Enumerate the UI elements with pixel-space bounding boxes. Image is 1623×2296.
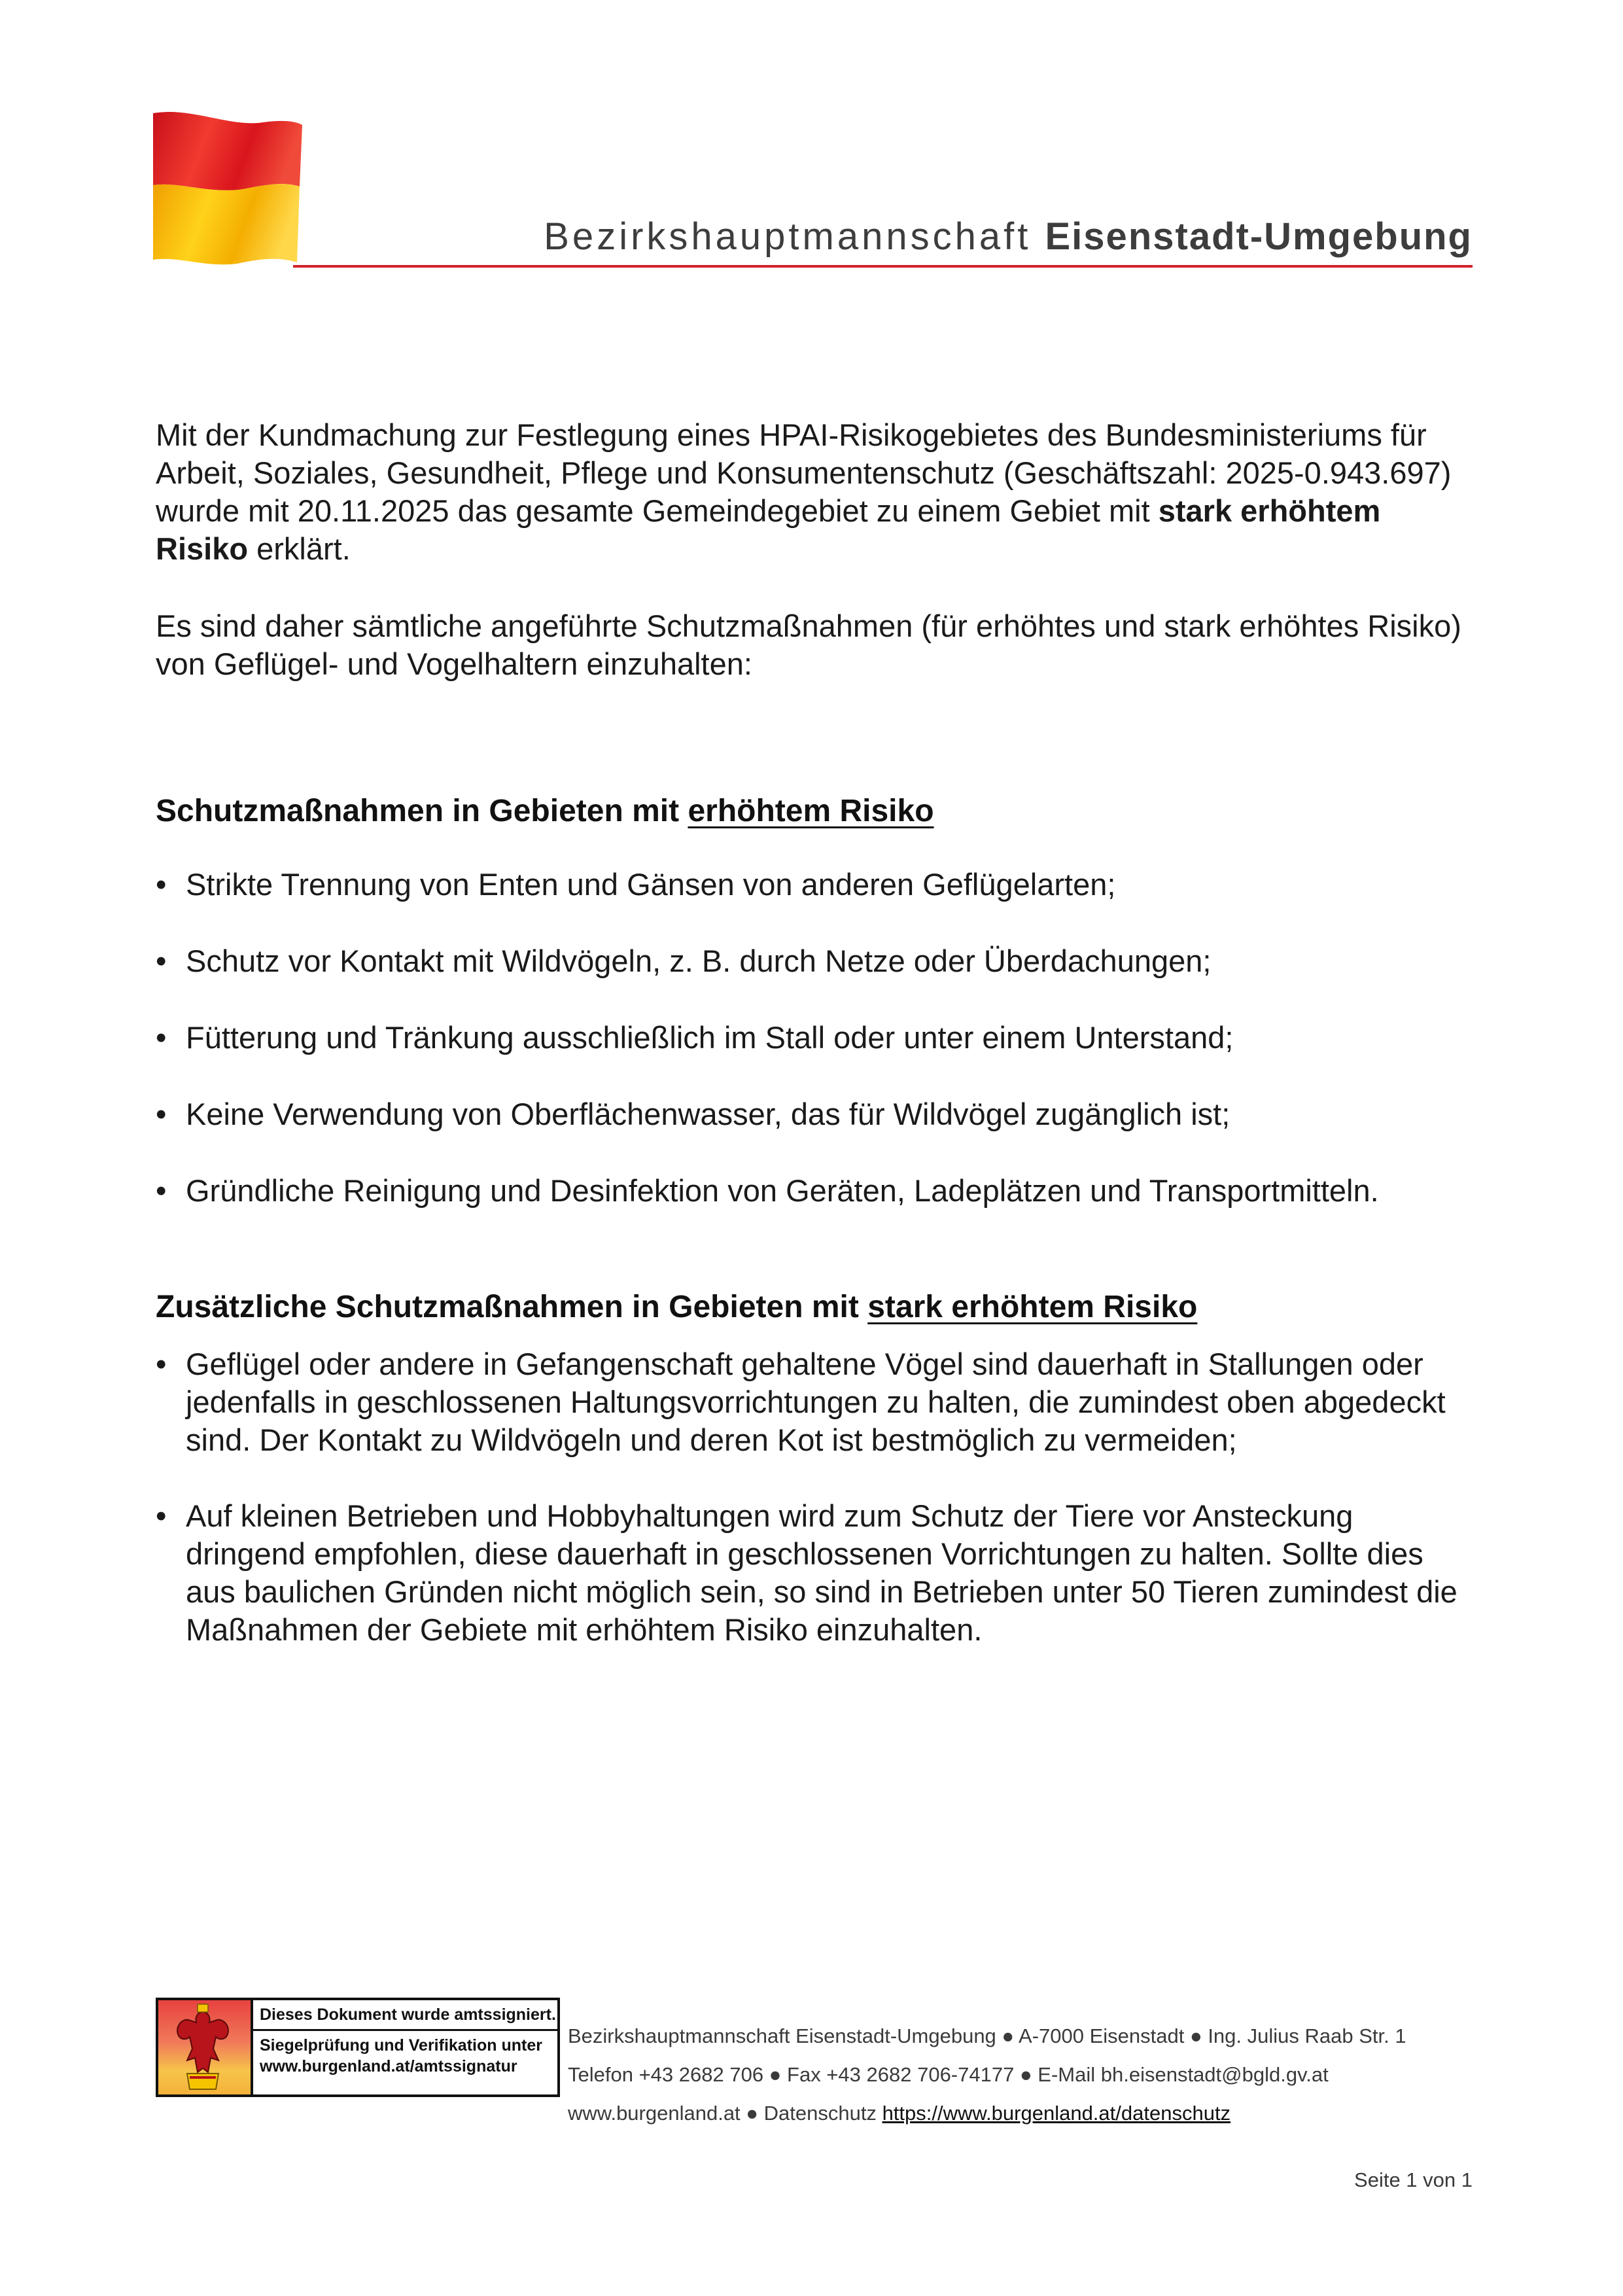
authority-title-normal: Bezirkshauptmannschaft [544, 215, 1032, 258]
intro-text: Mit der Kundmachung zur Festlegung eines HPAI-Risikogebietes des Bundesministeriums für Arbeit, Soziales, Gesundheit, Pflege und Konsumentenschutz (Geschäftszahl: 2025-0.943.697) wurde mit 20.11.2025 das gesamte Gemeindegebiet zu einem Gebiet mit [156, 417, 1452, 528]
seal-text [253, 2000, 557, 2094]
intro-paragraph-1 [156, 416, 1477, 568]
list-item-text: Auf kleinen Betrieben und Hobbyhaltungen wird zum Schutz der Tiere vor Ansteckung dringend empfohlen, diese dauerhaft in geschlossenen Vorrichtungen zu halten. Sollte dies aus baulichen Gründen nicht möglich sein, so sind in Betrieben unter 50 Tieren zumindest die Maßnahmen der Gebiete mit erhöhtem Risiko einzuhalten. [186, 1498, 1457, 1647]
list-item-text: Strikte Trennung von Enten und Gänsen von anderen Geflügelarten; [186, 867, 1116, 902]
section-heading-high-risk [156, 1289, 1197, 1325]
list-item-text: Schutz vor Kontakt mit Wildvögeln, z. B. durch Netze oder Überdachungen; [186, 944, 1212, 978]
list-item: • Auf kleinen Betrieben und Hobbyhaltungen wird zum Schutz der Tiere vor Ansteckung dringend empfohlen, diese dauerhaft in geschlossenen Vorrichtungen zu halten. Sollte dies aus baulichen Gründen nicht möglich sein, so sind in Betrieben unter 50 Tieren zumindest die Maßnahmen der Gebiete mit erhöhtem Risiko einzuhalten. [156, 1498, 1457, 1647]
amtssignatur-seal [156, 1998, 560, 2097]
list-item-text: Keine Verwendung von Oberflächenwasser, das für Wildvögel zugänglich ist; [186, 1097, 1230, 1131]
burgenland-flag-logo [152, 108, 304, 265]
footer-web [568, 2094, 1406, 2132]
coat-of-arms-icon [158, 2000, 253, 2094]
authority-title-bold: Eisenstadt-Umgebung [1045, 215, 1473, 258]
section-heading-underlined: stark erhöhtem Risiko [867, 1290, 1198, 1324]
list-item: • Geflügel oder andere in Gefangenschaft gehaltene Vögel sind dauerhaft in Stallungen oder jedenfalls in geschlossenen Haltungsvorrichtungen zu halten, die zumindest oben abgedeckt sind. Der Kontakt zu Wildvögeln und deren Kot ist bestmöglich zu vermeiden; [156, 1347, 1446, 1457]
authority-title [544, 215, 1473, 258]
measures-list-elevated [156, 866, 1477, 1248]
intro-paragraph-2 [156, 607, 1477, 683]
seal-line-2: Siegelprüfung und Verifikation unter [260, 2036, 542, 2055]
list-item: • Gründliche Reinigung und Desinfektion von Geräten, Ladeplätzen und Transportmitteln. [156, 1173, 1379, 1208]
list-item-text: Gründliche Reinigung und Desinfektion von Geräten, Ladeplätzen und Transportmitteln. [186, 1173, 1379, 1208]
intro-end: erklärt. [256, 531, 351, 566]
list-item-text: Fütterung und Tränkung ausschließlich im Stall oder unter einem Unterstand; [186, 1020, 1234, 1055]
page-number: Seite 1 von 1 [1354, 2168, 1473, 2191]
measures-list-high [156, 1345, 1477, 1687]
footer-address: Bezirkshauptmannschaft Eisenstadt-Umgebung ● A-7000 Eisenstadt ● Ing. Julius Raab Str. 1 [568, 2024, 1406, 2047]
section-heading-prefix: Schutzmaßnahmen in Gebieten mit [156, 794, 680, 828]
intro-bold: stark erhöhtem Risiko [156, 493, 1381, 566]
footer-web-prefix: www.burgenland.at ● Datenschutz [568, 2102, 877, 2125]
seal-line-1: Dieses Dokument wurde amtssigniert. [253, 2004, 557, 2031]
seal-line-3: www.burgenland.at/amtssignatur [260, 2057, 517, 2075]
section-heading-elevated-risk [156, 793, 934, 829]
list-item: • Keine Verwendung von Oberflächenwasser, das für Wildvögel zugänglich ist; [156, 1097, 1230, 1131]
list-item: • Strikte Trennung von Enten und Gänsen von anderen Geflügelarten; [156, 867, 1116, 902]
footer-contact [568, 2017, 1406, 2132]
intro-paragraph-2-text: Es sind daher sämtliche angeführte Schutzmaßnahmen (für erhöhtes und stark erhöhtes Risiko) von Geflügel- und Vogelhaltern einzuhalten: [156, 609, 1461, 681]
list-item: • Fütterung und Tränkung ausschließlich im Stall oder unter einem Unterstand; [156, 1020, 1234, 1055]
footer-phone-email: Telefon +43 2682 706 ● Fax +43 2682 706-74177 ● E-Mail bh.eisenstadt@bgld.gv.at [568, 2063, 1329, 2086]
eagle-icon [158, 2000, 248, 2094]
list-item: • Schutz vor Kontakt mit Wildvögeln, z. B. durch Netze oder Überdachungen; [156, 944, 1212, 978]
header-rule [293, 265, 1473, 268]
privacy-link[interactable]: https://www.burgenland.at/datenschutz [882, 2102, 1231, 2125]
section-heading-prefix: Zusätzliche Schutzmaßnahmen in Gebieten mit [156, 1290, 859, 1324]
list-item-text: Geflügel oder andere in Gefangenschaft gehaltene Vögel sind dauerhaft in Stallungen oder jedenfalls in geschlossenen Haltungsvorrichtungen zu halten, die zumindest oben abgedeckt sind. Der Kontakt zu Wildvögeln und deren Kot ist bestmöglich zu vermeiden; [186, 1347, 1446, 1457]
section-heading-underlined: erhöhtem Risiko [688, 794, 934, 828]
